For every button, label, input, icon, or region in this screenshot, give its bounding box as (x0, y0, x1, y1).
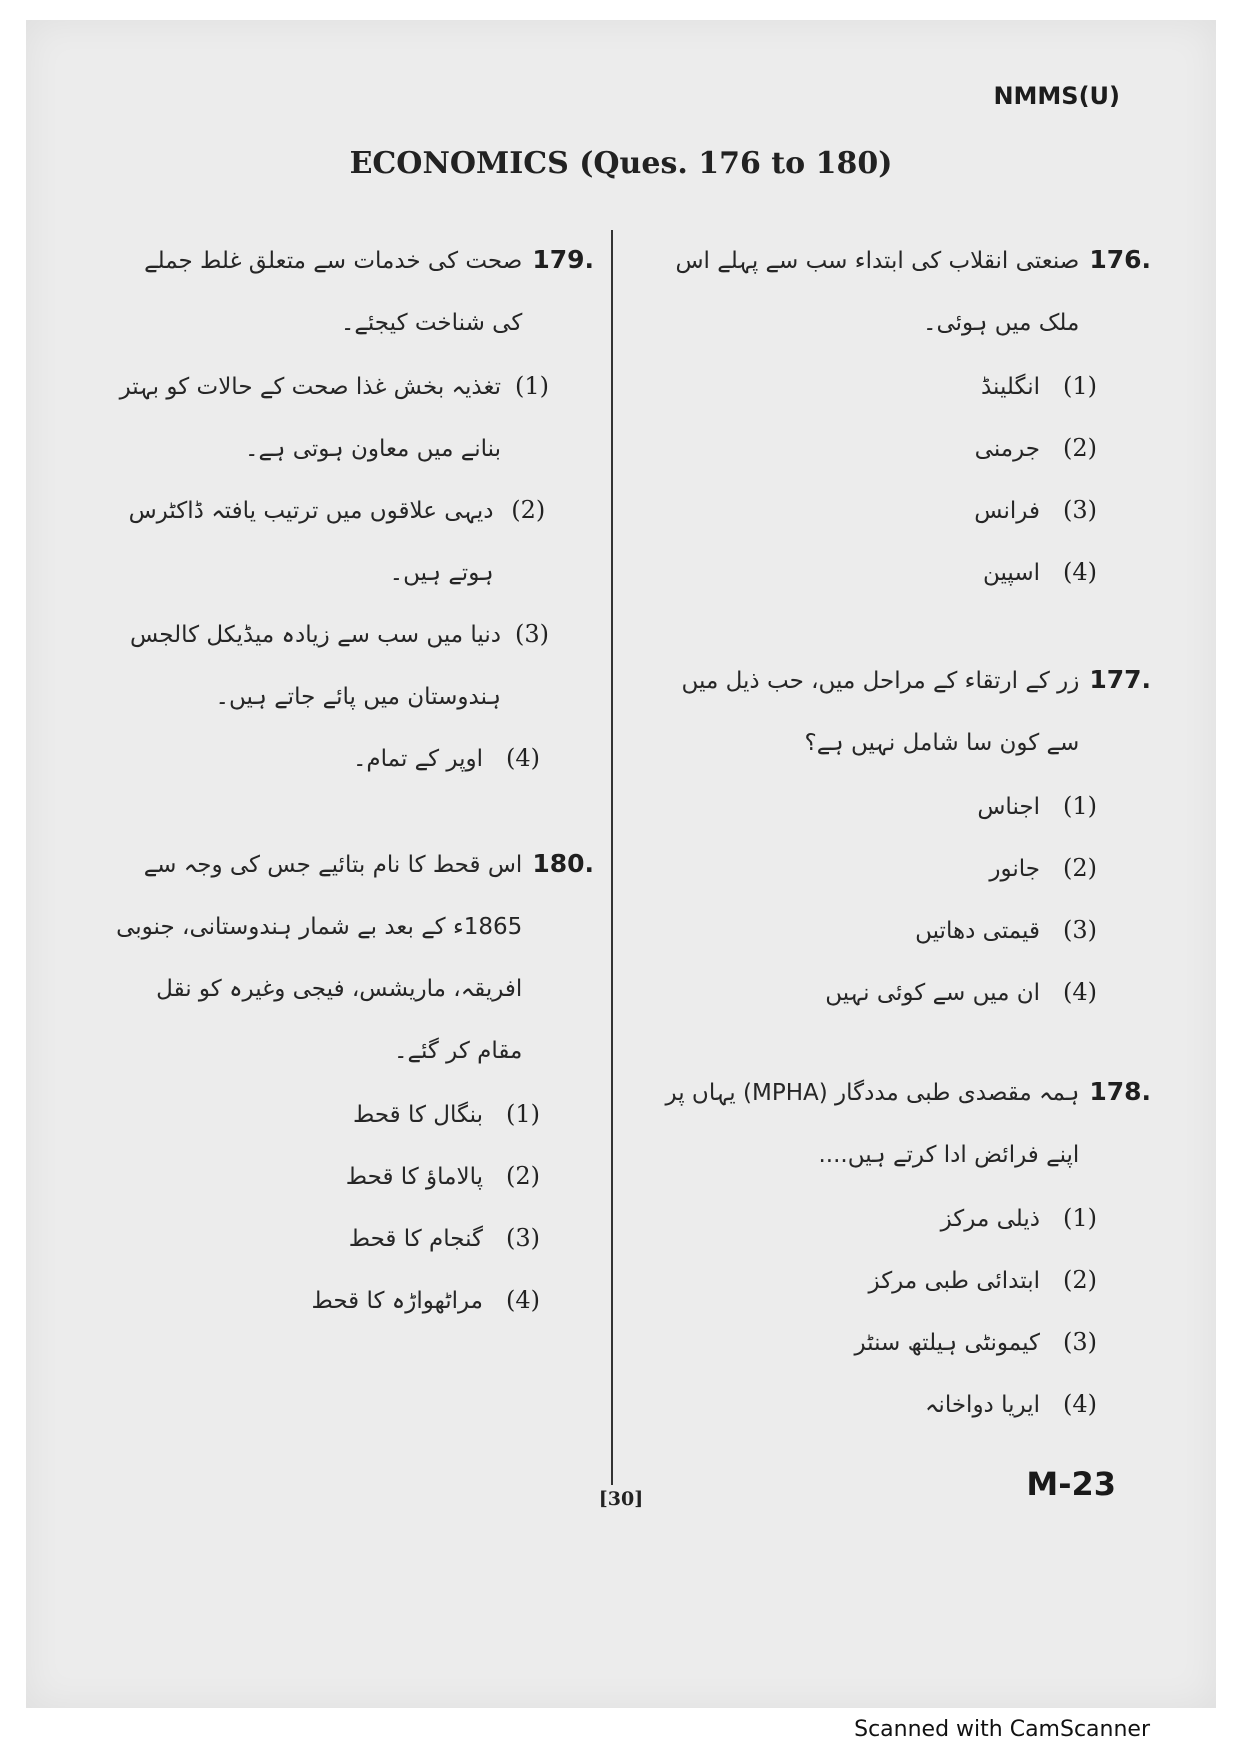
option-text: اسپین (982, 560, 1040, 586)
left-column (114, 230, 594, 1366)
option-4 (646, 542, 1151, 604)
option-list (646, 776, 1151, 1024)
option-text: ان میں سے کوئی نہیں (825, 980, 1040, 1006)
question-179 (114, 230, 594, 790)
option-number: (1) (506, 1100, 540, 1128)
option-number: (2) (1063, 1266, 1097, 1294)
option-4 (646, 1374, 1151, 1436)
option-number: (2) (1063, 854, 1097, 882)
option-1 (646, 356, 1151, 418)
option-4 (646, 962, 1151, 1024)
exam-page (26, 20, 1216, 1708)
question-176 (646, 230, 1151, 604)
option-list (646, 1188, 1151, 1436)
option-number: (3) (515, 620, 549, 648)
option-text: اوپر کے تمام۔ (352, 746, 483, 772)
option-text: جانور (989, 856, 1040, 882)
question-180 (114, 834, 594, 1332)
option-text: بنگال کا قحط (352, 1102, 483, 1128)
question-number: 178. (1089, 1077, 1151, 1106)
option-text: دنیا میں سب سے زیادہ میڈیکل کالجس ہندوستان میں پائے جاتے ہیں۔ (129, 622, 501, 710)
paper-code: M-23 (1026, 1465, 1116, 1503)
option-3 (646, 900, 1151, 962)
option-4 (114, 1270, 594, 1332)
question-text: ہمہ مقصدی طبی مددگار (MPHA) یہاں پر اپنے فرائض ادا کرتے ہیں.... (665, 1080, 1080, 1168)
question-text: صحت کی خدمات سے متعلق غلط جملے کی شناخت کیجئے۔ (144, 248, 523, 336)
option-list (646, 356, 1151, 604)
option-2 (646, 1250, 1151, 1312)
option-text: تغذیہ بخش غذا صحت کے حالات کو بہتر بنانے میں معاون ہوتی ہے۔ (119, 374, 501, 462)
option-number: (1) (515, 372, 549, 400)
option-number: (2) (1063, 434, 1097, 462)
column-divider (611, 230, 613, 1485)
question-177 (646, 650, 1151, 1024)
option-number: (4) (506, 744, 540, 772)
page-number: [30] (598, 1488, 644, 1510)
option-1 (646, 776, 1151, 838)
option-number: (2) (506, 1162, 540, 1190)
option-text: دیہی علاقوں میں ترتیب یافتہ ڈاکٹرس ہوتے ہیں۔ (128, 498, 494, 586)
option-text: گنجام کا قحط (348, 1226, 483, 1252)
option-text: کیمونٹی ہیلتھ سنٹر (854, 1330, 1040, 1356)
option-text: قیمتی دھاتیں (915, 918, 1040, 944)
scanner-watermark: Scanned with CamScanner (854, 1717, 1150, 1742)
question-text: زر کے ارتقاء کے مراحل میں، حب ذیل میں سے کون سا شامل نہیں ہے؟ (681, 668, 1080, 756)
option-text: انگلینڈ (980, 374, 1040, 400)
option-list (114, 1084, 594, 1332)
option-text: فرانس (974, 498, 1040, 524)
option-text: جرمنی (974, 436, 1040, 462)
option-text: ذیلی مرکز (940, 1206, 1040, 1232)
option-number: (1) (1063, 1204, 1097, 1232)
option-1 (646, 1188, 1151, 1250)
right-column (646, 230, 1151, 1470)
section-title: ECONOMICS (Ques. 176 to 180) (349, 146, 893, 181)
option-text: ابتدائی طبی مرکز (868, 1268, 1040, 1294)
option-2 (114, 1146, 594, 1208)
option-3 (646, 1312, 1151, 1374)
option-3 (646, 480, 1151, 542)
question-number: 180. (532, 849, 594, 878)
question-number: 179. (532, 245, 594, 274)
option-2 (646, 418, 1151, 480)
option-number: (1) (1063, 792, 1097, 820)
option-3 (114, 604, 594, 728)
option-2 (114, 480, 594, 604)
option-number: (2) (511, 496, 546, 524)
option-number: (4) (1063, 978, 1097, 1006)
question-178 (646, 1062, 1151, 1436)
option-number: (1) (1063, 372, 1097, 400)
option-text: اجناس (977, 794, 1040, 820)
option-4 (114, 728, 594, 790)
option-number: (3) (1063, 916, 1097, 944)
question-text: اس قحط کا نام بتائیے جس کی وجہ سے 1865ء کے بعد بے شمار ہندوستانی، جنوبی افریقہ، ماریشس، فیجی وغیرہ کو نقل مقام کر گئے۔ (116, 852, 523, 1064)
option-1 (114, 1084, 594, 1146)
option-2 (646, 838, 1151, 900)
option-3 (114, 1208, 594, 1270)
option-number: (3) (506, 1224, 540, 1252)
option-text: پالاماؤ کا قحط (345, 1164, 483, 1190)
exam-code: NMMS(U) (993, 82, 1120, 110)
option-number: (3) (1063, 1328, 1097, 1356)
question-number: 177. (1089, 665, 1151, 694)
question-number: 176. (1089, 245, 1151, 274)
option-number: (4) (506, 1286, 540, 1314)
option-text: ایریا دواخانہ (924, 1392, 1040, 1418)
option-number: (4) (1063, 558, 1097, 586)
option-number: (4) (1063, 1390, 1097, 1418)
question-text: صنعتی انقلاب کی ابتداء سب سے پہلے اس ملک میں ہوئی۔ (675, 248, 1080, 336)
option-1 (114, 356, 594, 480)
option-text: مراٹھواڑہ کا قحط (311, 1288, 483, 1314)
option-list (114, 356, 594, 790)
option-number: (3) (1063, 496, 1097, 524)
